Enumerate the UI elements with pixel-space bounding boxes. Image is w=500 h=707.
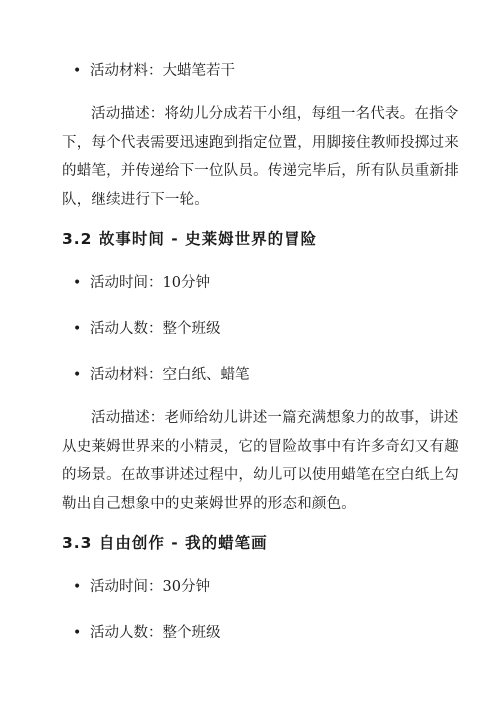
bullet-icon: • — [73, 579, 82, 595]
list-item — [62, 318, 460, 340]
list-item — [62, 60, 460, 82]
list-item — [62, 364, 460, 386]
activity-description: 活动描述：将幼儿分成若干小组，每组一名代表。在指令下，每个代表需要迅速跑到指定位置，用脚接住教师投掷过来的蜡笔，并传递给下一位队员。传递完毕后，所有队员重新排队，继续进行下一轮。 — [62, 106, 459, 208]
list-item-text: 活动时间：10分钟 — [90, 275, 210, 291]
list-item — [62, 576, 460, 598]
bullet-icon: • — [73, 625, 82, 641]
list-item-text: 活动人数：整个班级 — [90, 625, 221, 641]
list-item — [62, 622, 460, 644]
bullet-icon: • — [73, 321, 82, 337]
bullet-icon: • — [73, 63, 82, 79]
bullet-icon: • — [73, 367, 82, 383]
bullet-icon: • — [73, 275, 82, 291]
list-item — [62, 272, 460, 294]
list-item-text: 活动材料：大蜡笔若干 — [90, 63, 235, 79]
section-heading: 3.3 自由创作 - 我的蜡笔画 — [62, 534, 268, 552]
list-item-text: 活动时间：30分钟 — [90, 579, 210, 595]
list-item-text: 活动材料：空白纸、蜡笔 — [90, 367, 250, 383]
activity-description: 活动描述：老师给幼儿讲述一篇充满想象力的故事，讲述从史莱姆世界来的小精灵，它的冒险故事中有许多奇幻又有趣的场景。在故事讲述过程中，幼儿可以使用蜡笔在空白纸上勾勒出自己想象中的史莱姆世界的形态和颜色。 — [62, 410, 459, 512]
section-heading: 3.2 故事时间 - 史莱姆世界的冒险 — [62, 230, 318, 248]
list-item-text: 活动人数：整个班级 — [90, 321, 221, 337]
